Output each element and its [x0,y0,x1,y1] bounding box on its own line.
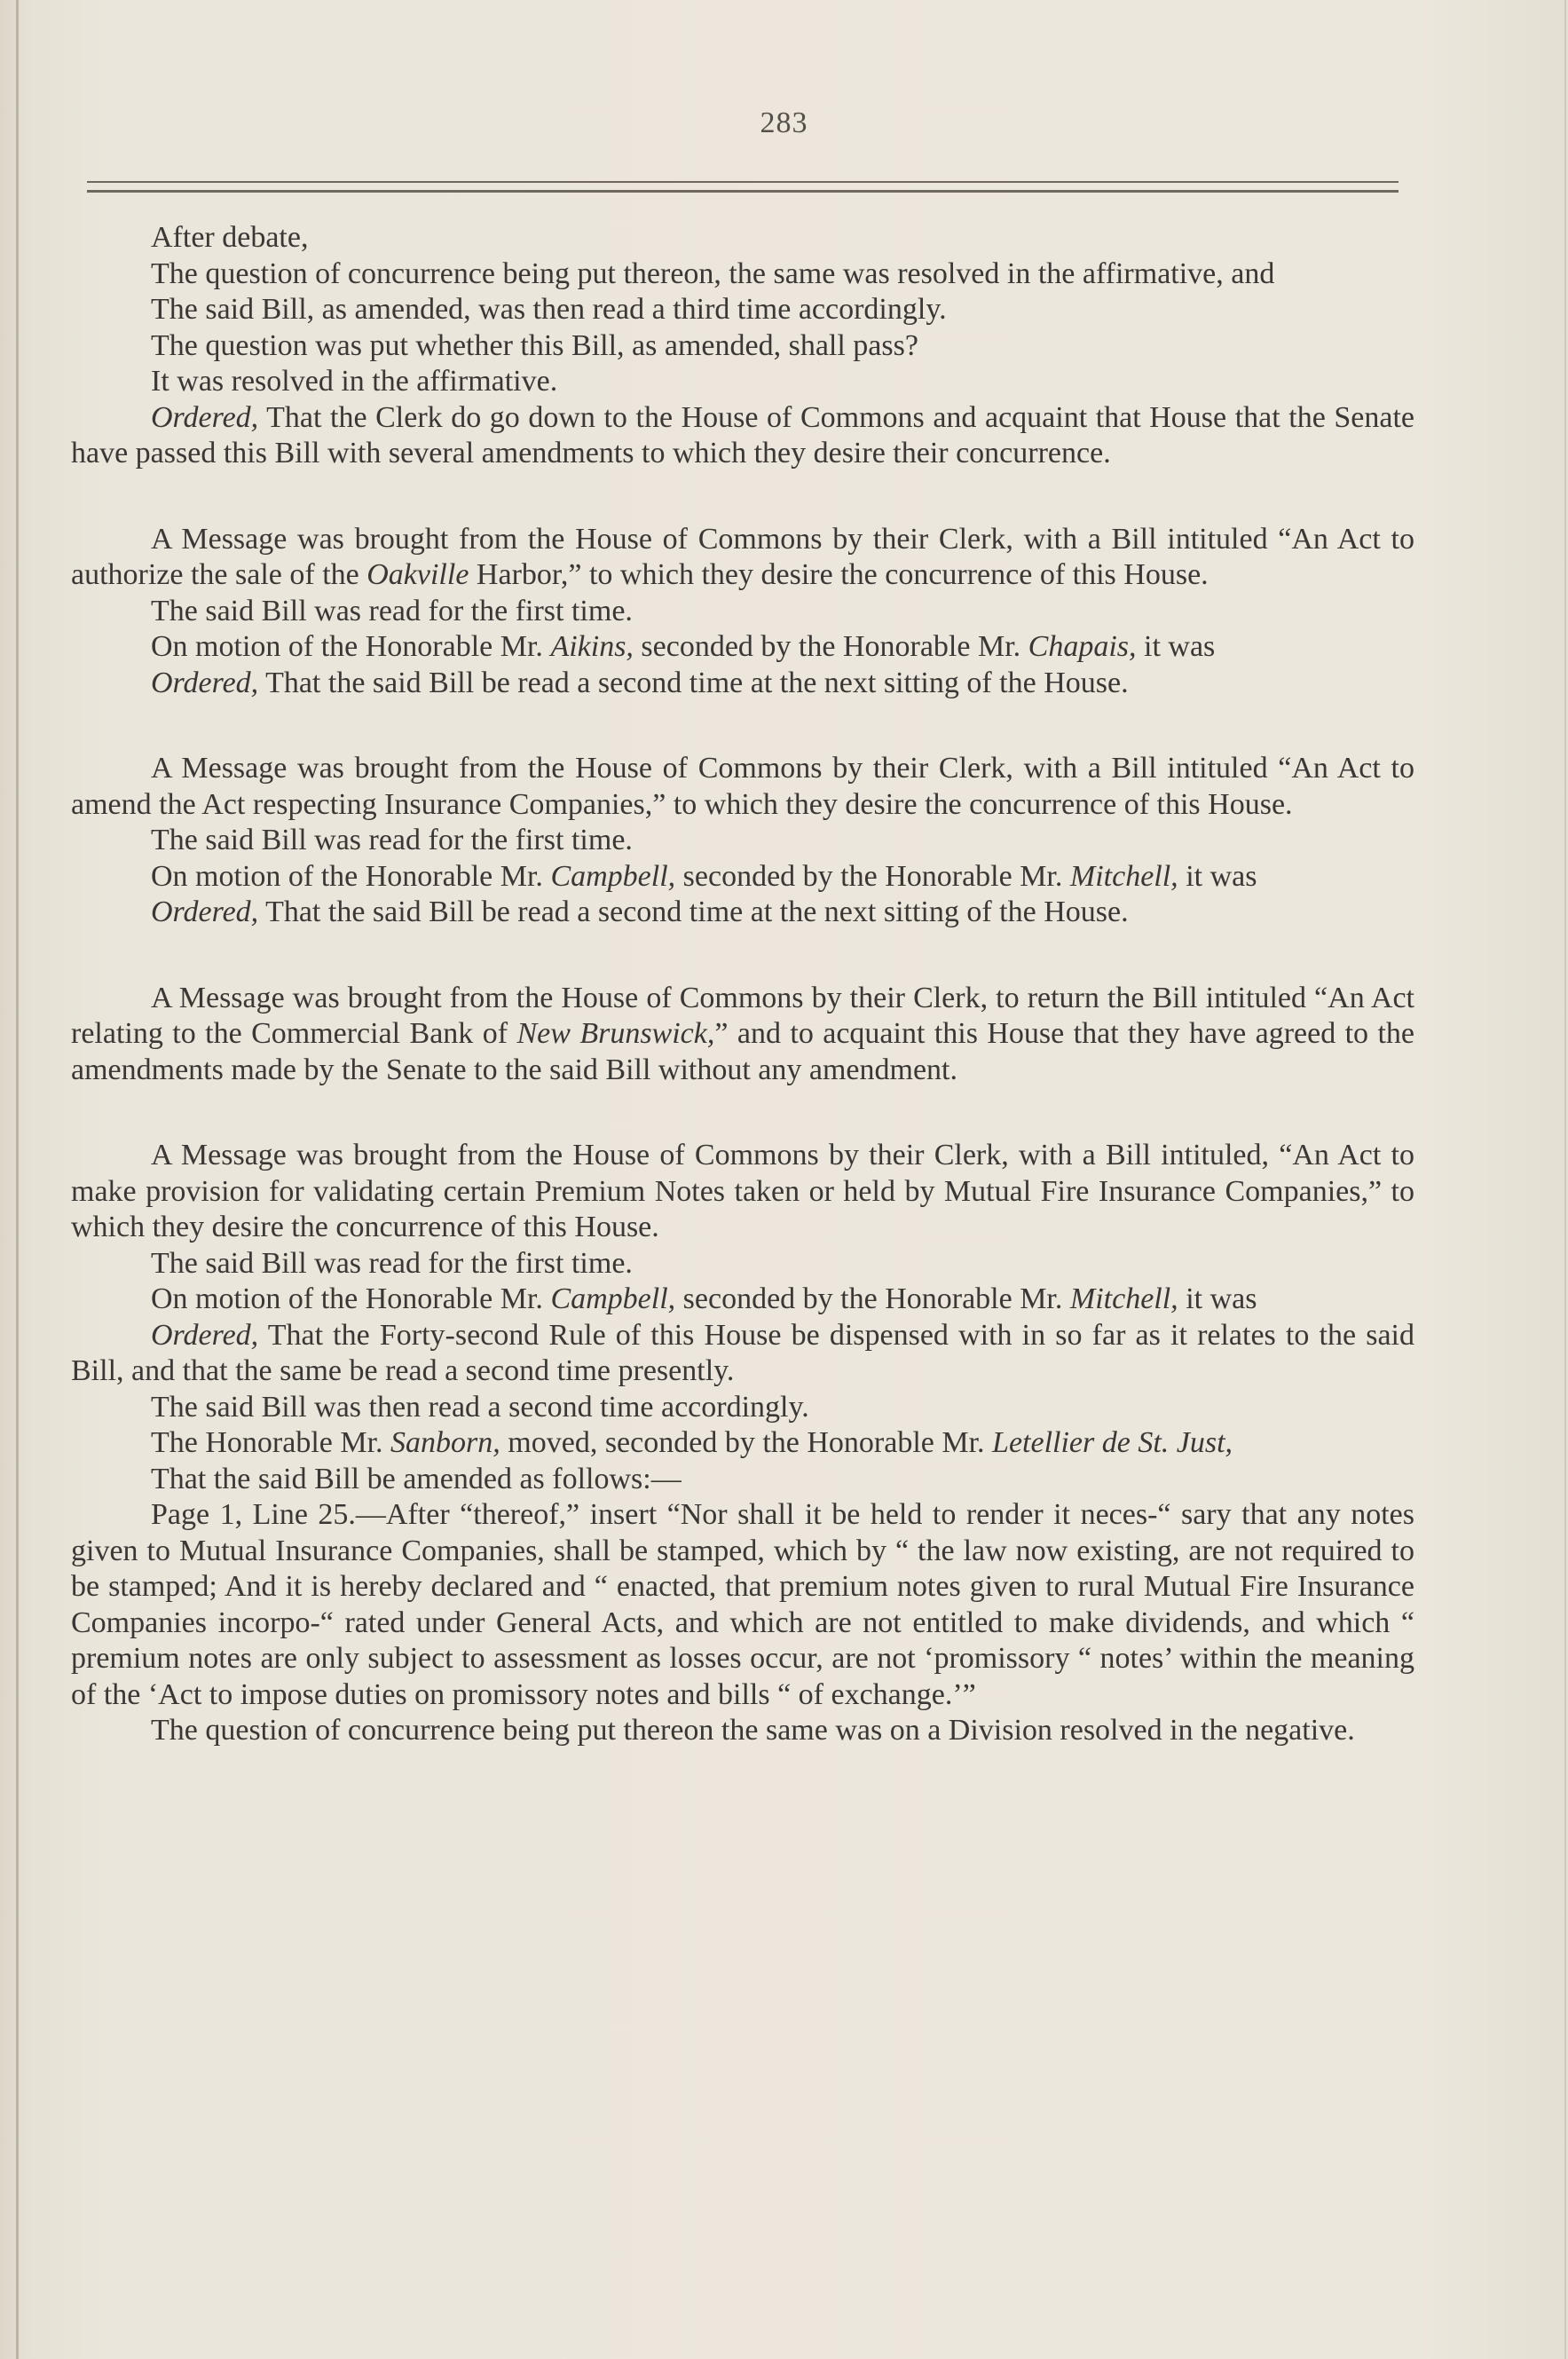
section [71,981,1414,1089]
senator-name: Chapais, [1028,630,1137,663]
senator-name: Sanborn, [390,1426,500,1459]
paragraph [71,1282,1414,1318]
paragraph-text: seconded by the Honorable Mr. [633,630,1028,663]
section [71,751,1414,931]
senator-name: Campbell, [550,1282,676,1315]
paragraph [71,666,1414,702]
paragraph [71,1425,1414,1462]
paragraph-text: it was [1136,630,1216,663]
paragraph-text: A Message was brought from the House of Commons by their Clerk, with a Bill intituled “An Act to authorize the sale of the [71,522,1414,591]
paragraph-text: On motion of the Honorable Mr. [151,859,551,893]
paragraph: A Message was brought from the House of Commons by their Clerk, with a Bill intituled “An Act to amend the Act respecting Insurance Companies,” to which they desire the concurrence of this House. [71,752,1414,821]
paragraph-text: moved, seconded by the Honorable Mr. [500,1426,993,1459]
paragraph: The question of concurrence being put thereon, the same was resolved in the affirmative, and [151,256,1275,290]
senator-name: Aikins, [550,630,634,663]
paragraph [71,859,1414,895]
paragraph-text: That the said Bill be read a second time at the next sitting of the House. [258,895,1129,928]
italic-name: New Brunswick, [516,1017,715,1050]
section [71,522,1414,702]
senator-name: Campbell, [550,859,676,893]
paragraph: The question was put whether this Bill, as amended, shall pass? [151,328,918,362]
paragraph [71,895,1414,931]
paragraph: The said Bill was then read a second time accordingly. [151,1390,809,1424]
paragraph-text: seconded by the Honorable Mr. [675,859,1070,893]
paragraph-text: The Honorable Mr. [151,1426,391,1459]
page-number: 283 [760,107,808,139]
paragraph [71,1318,1414,1390]
paragraph: The said Bill was read for the first time. [151,594,633,627]
paragraph-text: That the said Bill be read a second time at the next sitting of the House. [258,666,1129,699]
paragraph-text: Harbor,” to which they desire the concurrence of this House. [469,558,1209,591]
paragraph-text: On motion of the Honorable Mr. [151,630,551,663]
paragraph-text: ” and to acquaint this House that they have agreed to the amendments made by the Senate to the said Bill without any amendment. [71,1017,1415,1086]
paragraph: That the said Bill be amended as follows:— [151,1462,682,1495]
ordered-label: Ordered, [151,400,259,434]
page-edge [16,0,19,2359]
ordered-label: Ordered, [151,1318,259,1352]
paragraph: The said Bill, as amended, was then read a third time accordingly. [151,293,947,326]
paragraph-text: On motion of the Honorable Mr. [151,1282,551,1315]
page-edge [1564,0,1566,2359]
paragraph [71,522,1414,594]
paragraph-text: That the Clerk do go down to the House of Commons and acquaint that House that the Senate have passed this Bill with several amendments to which they desire their concurrence. [71,400,1414,469]
header-rule [87,181,1399,183]
paragraph: A Message was brought from the House of Commons by their Clerk, with a Bill intituled, “An Act to make provision for validating certain Premium Notes taken or held by Mutual Fire Insurance Companies,” to which they desire the concurrence of this House. [71,1139,1414,1243]
amendment-text: Page 1, Line 25.—After “thereof,” insert “Nor shall it be held to render it neces-“ sary that any notes given to Mutual Insurance Companies, shall be stamped, which by “ the law now existing, are not required to be stamped; And it is hereby declared and “ enacted, that premium notes given to rural Mutual Fire Insurance Companies incorpo-“ rated under General Acts, and which are not entitled to make dividends, and which “ premium notes are only subject to assessment as losses occur, are not ‘promissory “ notes’ within the meaning of the ‘Act to impose duties on promissory notes and bills “ of exchange.’” [71,1498,1414,1711]
paragraph-text: A Message was brought from the House of Commons by their Clerk, to return the Bill intituled “An Act relating to the Commercial Bank of [71,981,1414,1050]
paragraph-text: it was [1178,1282,1257,1315]
header-rule [87,190,1399,193]
paragraph-text: That the Forty-second Rule of this House be dispensed with in so far as it relates to the said Bill, and that the same be read a second time presently. [71,1318,1414,1387]
senator-name: Mitchell, [1069,859,1178,893]
ordered-label: Ordered, [151,666,259,699]
paragraph: The said Bill was read for the first time. [151,1246,633,1280]
paragraph [71,629,1414,666]
ordered-label: Ordered, [151,895,259,928]
paragraph-text: it was [1178,859,1257,893]
paragraph [71,981,1414,1089]
paragraph [71,400,1414,472]
senator-name: Letellier de St. Just, [992,1426,1233,1459]
paragraph-text: seconded by the Honorable Mr. [675,1282,1070,1315]
section [71,220,1414,472]
paragraph: The said Bill was read for the first time. [151,824,633,856]
senator-name: Mitchell, [1069,1282,1178,1315]
page-body [71,220,1414,1749]
section [71,1138,1414,1749]
paragraph: After debate, [151,221,309,254]
italic-name: Oakville [366,558,469,591]
paragraph: The question of concurrence being put thereon the same was on a Division resolved in the negative. [151,1714,1355,1747]
paragraph: It was resolved in the affirmative. [151,365,558,398]
